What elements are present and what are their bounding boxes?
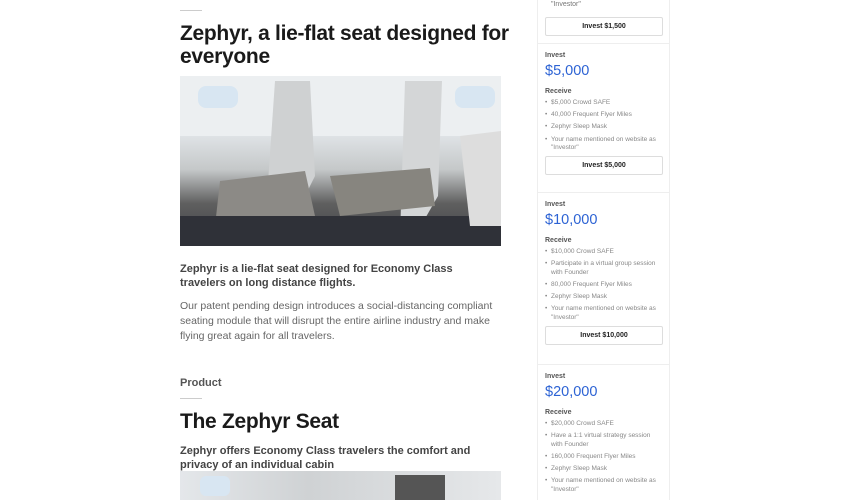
reward-item: • Have a 1:1 virtual strategy session with Founder: [545, 432, 662, 449]
reward-item: • $20,000 Crowd SAFE: [545, 420, 662, 429]
reward-item: • Zephyr Sleep Mask: [545, 123, 662, 132]
receive-label: Receive: [545, 88, 572, 95]
reward-item: • Zephyr Sleep Mask: [545, 293, 662, 302]
receive-label: Receive: [545, 237, 572, 244]
reward-item: • 160,000 Frequent Flyer Miles: [545, 453, 662, 462]
intro-lead: Zephyr is a lie-flat seat designed for Economy Class travelers on long distance flights.: [180, 263, 453, 289]
invest-label: Invest: [545, 201, 566, 208]
seat-photo-2: [180, 471, 501, 500]
section-lead: Zephyr offers Economy Class travelers the comfort and privacy of an individual cabin: [180, 445, 471, 471]
divider: [180, 10, 202, 11]
invest-amount: $10,000: [545, 212, 598, 228]
reward-card-10000: [538, 192, 669, 345]
section-label: Product: [180, 377, 222, 389]
rewards-sidebar: [537, 0, 670, 500]
reward-item: • Zephyr Sleep Mask: [545, 465, 662, 474]
reward-card-5000: [538, 43, 669, 175]
invest-5000-button[interactable]: Invest $5,000: [545, 156, 663, 175]
reward-item: • 40,000 Frequent Flyer Miles: [545, 111, 662, 120]
reward-item: "Investor": [551, 1, 581, 8]
reward-item: • 80,000 Frequent Flyer Miles: [545, 281, 662, 290]
invest-10000-button[interactable]: Invest $10,000: [545, 326, 663, 345]
receive-label: Receive: [545, 409, 572, 416]
reward-item: • Participate in a virtual group session with Founder: [545, 260, 662, 277]
reward-item: • $10,000 Crowd SAFE: [545, 248, 662, 257]
seat-photo: [180, 76, 501, 246]
reward-item: • Your name mentioned on website as "Investor": [545, 136, 662, 153]
invest-amount: $20,000: [545, 384, 598, 400]
page-title: Zephyr, a lie-flat seat designed for everyone: [180, 22, 509, 68]
reward-item: • $5,000 Crowd SAFE: [545, 99, 662, 108]
invest-label: Invest: [545, 373, 566, 380]
reward-card-1500: [538, 0, 669, 36]
reward-card-20000: [538, 364, 669, 498]
reward-item: • Your name mentioned on website as "Investor": [545, 477, 662, 494]
reward-item: • Your name mentioned on website as "Investor": [545, 305, 662, 322]
section-title: The Zephyr Seat: [180, 410, 339, 433]
invest-label: Invest: [545, 52, 566, 59]
invest-1500-button[interactable]: Invest $1,500: [545, 17, 663, 36]
divider: [180, 398, 202, 399]
invest-amount: $5,000: [545, 63, 590, 79]
intro-body: Our patent pending design introduces a social-distancing compliant seating module that will disrupt the entire airline industry and make flying great again for all travelers.: [180, 300, 493, 342]
